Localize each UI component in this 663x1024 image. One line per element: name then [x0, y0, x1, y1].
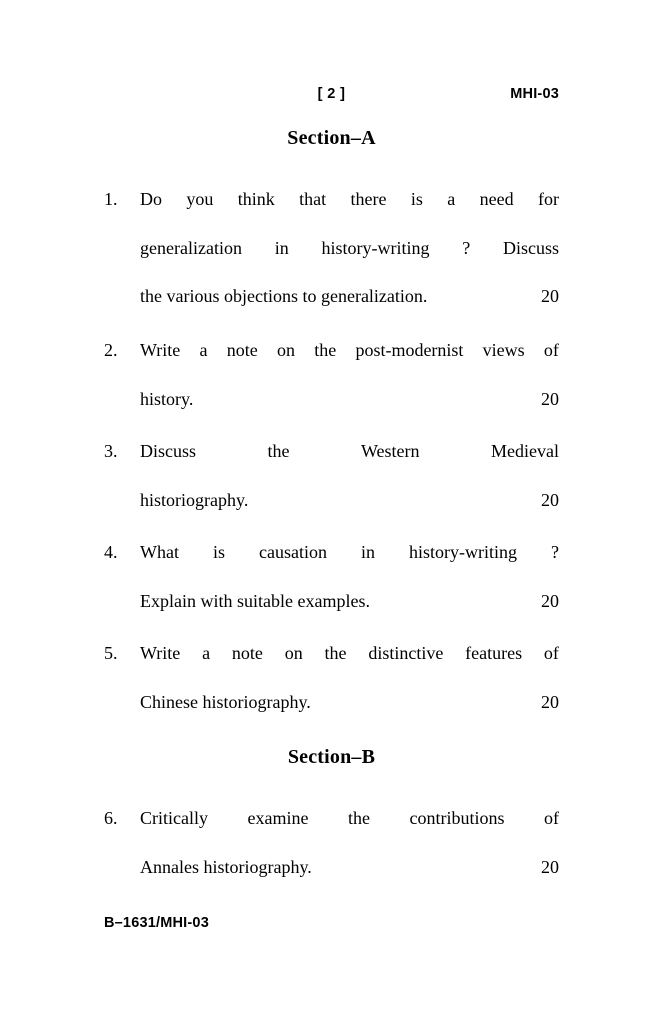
- question-marks: 20: [541, 590, 559, 611]
- question-text-tail: history.: [140, 388, 194, 409]
- question-item: [104, 175, 559, 321]
- question-item: [104, 528, 559, 625]
- question-text-tail: the various objections to generalization.: [140, 286, 428, 306]
- question-text: [140, 794, 559, 891]
- question-number: 5.: [104, 643, 118, 663]
- question-word: a: [202, 643, 211, 663]
- question-item: [104, 794, 559, 891]
- question-word: note: [226, 340, 258, 360]
- question-text-line: [140, 175, 559, 224]
- question-number: 1.: [104, 189, 118, 209]
- question-word: think: [237, 189, 275, 209]
- page-header: [104, 86, 559, 108]
- question-word: a: [199, 340, 208, 360]
- question-word: the: [267, 441, 290, 461]
- question-item: [104, 427, 559, 524]
- question-word: note: [231, 643, 263, 663]
- question-word: Discuss: [502, 237, 559, 258]
- question-text-line: [140, 528, 559, 577]
- section-b-heading: Section–B: [287, 746, 376, 768]
- question-word: the: [324, 643, 347, 663]
- question-word: on: [276, 340, 295, 360]
- question-text-line: [140, 224, 559, 273]
- question-word: need: [479, 189, 514, 209]
- question-word: is: [410, 189, 423, 209]
- question-text-line: [140, 375, 559, 424]
- question-word: in: [360, 542, 375, 562]
- question-marks: 20: [541, 856, 559, 877]
- question-word: post-modernist: [355, 340, 464, 360]
- page-number-label: [ 2 ]: [317, 86, 346, 102]
- question-word: of: [543, 643, 559, 663]
- question-word: of: [543, 340, 559, 360]
- question-word: Write: [140, 340, 181, 360]
- question-text-line: [140, 678, 559, 727]
- question-item: [104, 326, 559, 423]
- question-text-line: [140, 427, 559, 476]
- question-word: features: [465, 643, 523, 663]
- question-marks: 20: [541, 388, 559, 409]
- question-number: 6.: [104, 808, 118, 828]
- question-word: you: [186, 189, 214, 209]
- question-number: 2.: [104, 340, 118, 360]
- question-marks: 20: [541, 489, 559, 510]
- question-word: Western: [360, 441, 420, 461]
- question-word: history-writing: [409, 542, 517, 562]
- question-word: in: [274, 237, 289, 258]
- question-word: there: [350, 189, 387, 209]
- question-number: 4.: [104, 542, 118, 562]
- question-word: Do: [140, 189, 162, 209]
- question-word: of: [543, 808, 559, 828]
- question-item: [104, 629, 559, 726]
- question-text: [140, 427, 559, 524]
- question-text-tail: historiography.: [140, 489, 249, 510]
- question-text: [140, 326, 559, 423]
- question-word: views: [482, 340, 525, 360]
- question-word: on: [284, 643, 303, 663]
- question-word: Discuss: [140, 441, 197, 461]
- question-word: the: [314, 340, 337, 360]
- question-word: Write: [140, 643, 181, 663]
- question-text-line: [140, 326, 559, 375]
- question-word: Critically: [140, 808, 208, 828]
- question-text: [140, 528, 559, 625]
- question-text: [140, 175, 559, 321]
- question-text-tail: Explain with suitable examples.: [140, 590, 370, 611]
- question-word: Medieval: [491, 441, 559, 461]
- question-word: distinctive: [368, 643, 444, 663]
- footer-code-label: B–1631/MHI-03: [104, 915, 209, 931]
- question-word: a: [447, 189, 456, 209]
- question-word: contributions: [409, 808, 505, 828]
- question-number: 3.: [104, 441, 118, 461]
- question-marks: 20: [541, 691, 559, 712]
- question-text-line: [140, 476, 559, 525]
- question-text-tail: Annales historiography.: [140, 856, 312, 877]
- question-word: causation: [259, 542, 327, 562]
- question-text: [140, 629, 559, 726]
- question-word: ?: [551, 542, 559, 562]
- question-text-line: [140, 843, 559, 892]
- question-text-tail: Chinese historiography.: [140, 691, 311, 712]
- question-text-line: [140, 577, 559, 626]
- question-text-line: [140, 272, 559, 321]
- question-word: that: [299, 189, 327, 209]
- question-word: history-writing: [321, 237, 430, 258]
- question-text-line: [140, 794, 559, 843]
- question-word: generalization: [140, 237, 242, 258]
- section-a-heading: Section–A: [287, 127, 376, 149]
- question-word: the: [347, 808, 370, 828]
- question-word: is: [212, 542, 225, 562]
- question-word: examine: [247, 808, 309, 828]
- question-text-line: [140, 629, 559, 678]
- question-word: ?: [462, 237, 471, 258]
- paper-code-label: MHI-03: [510, 86, 559, 102]
- question-marks: 20: [541, 286, 559, 306]
- question-word: for: [538, 189, 559, 209]
- question-word: What: [140, 542, 179, 562]
